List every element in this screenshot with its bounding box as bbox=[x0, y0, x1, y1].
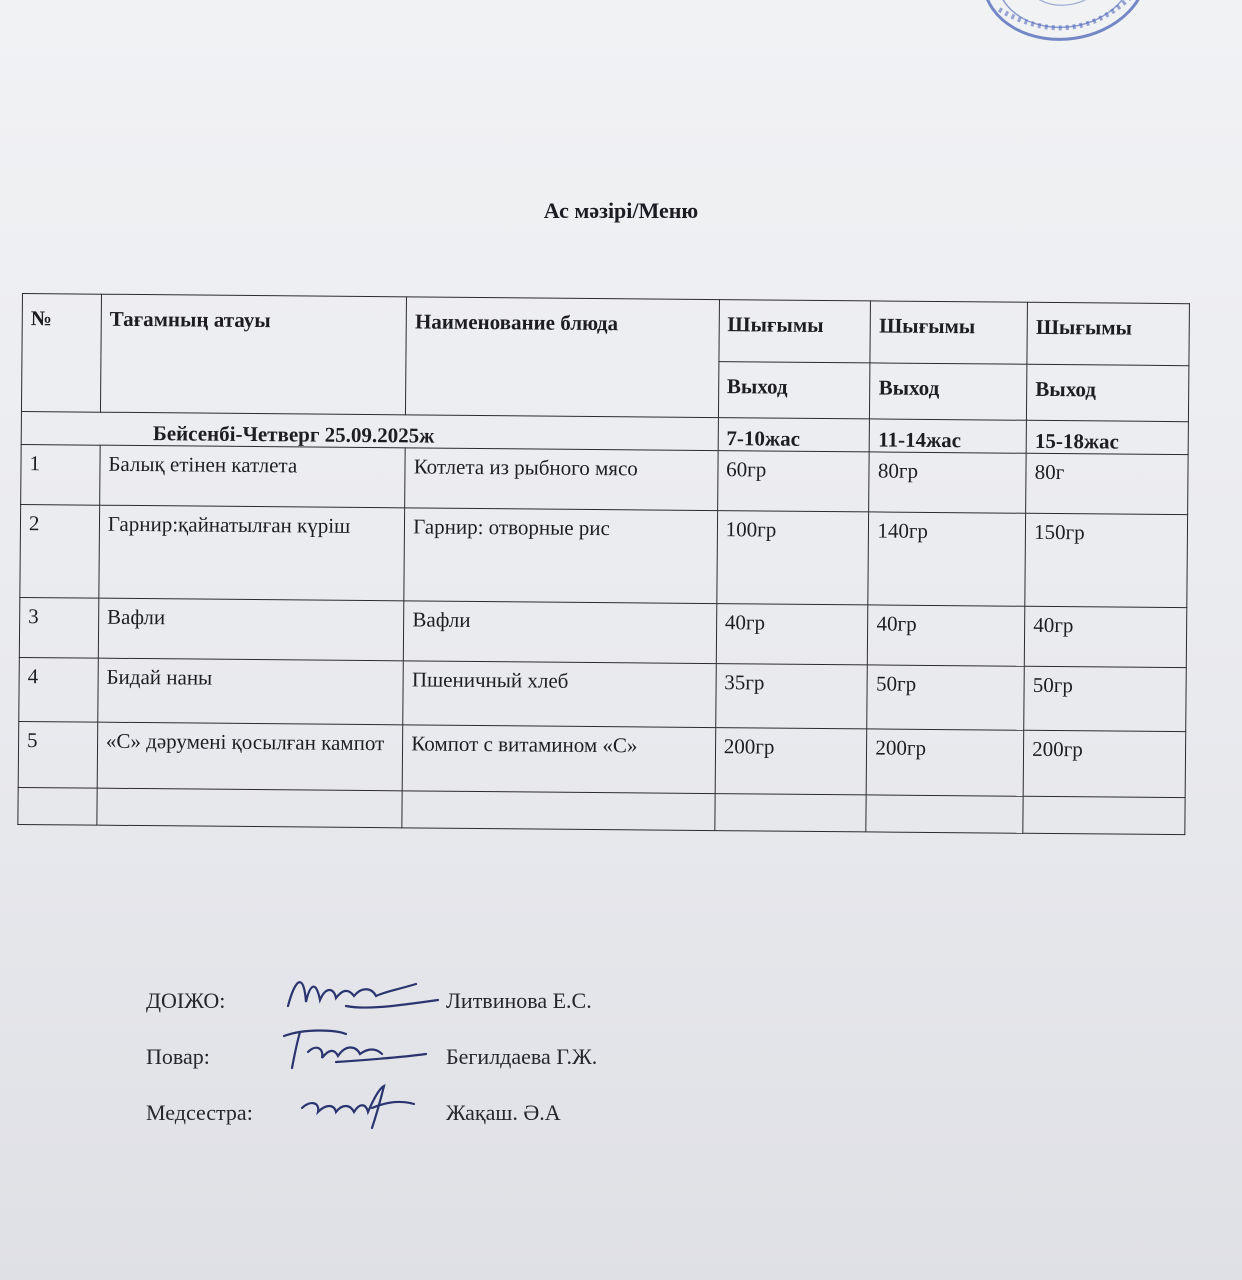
header-yield-kz: Шығымы bbox=[1027, 302, 1189, 365]
handwritten-signature bbox=[276, 966, 446, 1022]
yield-7-10: 60гр bbox=[717, 451, 869, 512]
yield-15-18: 150гр bbox=[1025, 513, 1188, 607]
signer-name: Литвинова Е.С. bbox=[446, 988, 592, 1013]
table-row bbox=[21, 445, 1188, 515]
dish-name-ru: Вафли bbox=[404, 601, 717, 664]
signer-role: Повар: bbox=[146, 1044, 210, 1069]
header-dish-name-kz: Тағамның атауы bbox=[100, 294, 406, 415]
stamp-seal bbox=[975, 0, 1155, 45]
yield-7-10: 200гр bbox=[715, 727, 867, 794]
header-number: № bbox=[21, 294, 101, 413]
dish-name-kz: Балық етінен катлета bbox=[100, 445, 406, 508]
yield-11-14: 40гр bbox=[868, 605, 1025, 666]
yield-11-14: 50гр bbox=[867, 665, 1024, 730]
signature-block bbox=[146, 980, 846, 1148]
yield-11-14: 140гр bbox=[868, 512, 1026, 606]
signer-name: Бегилдаева Г.Ж. bbox=[446, 1044, 598, 1069]
dish-name-kz: Вафли bbox=[98, 598, 404, 661]
header-yield-kz: Шығымы bbox=[870, 301, 1027, 364]
yield-11-14: 80гр bbox=[869, 452, 1026, 513]
header-yield-ru: Выход bbox=[718, 362, 870, 419]
yield-15-18: 80г bbox=[1026, 453, 1188, 514]
dish-name-ru: Компот с витамином «С» bbox=[402, 725, 715, 794]
menu-table bbox=[17, 293, 1190, 835]
empty-cell bbox=[97, 788, 403, 828]
yield-7-10: 100гр bbox=[717, 510, 869, 604]
day-label: Бейсенбі-Четверг 25.09.2025ж bbox=[21, 411, 718, 450]
empty-cell bbox=[402, 791, 715, 831]
age-group: 7-10жас bbox=[718, 418, 870, 452]
handwritten-signature bbox=[276, 1078, 446, 1134]
yield-15-18: 40гр bbox=[1024, 606, 1186, 667]
page-title: Ас мәзірі/Меню bbox=[543, 198, 699, 223]
dish-name-ru: Пшеничный хлеб bbox=[403, 661, 716, 728]
header-yield-ru: Выход bbox=[870, 363, 1027, 420]
header-yield-ru: Выход bbox=[1027, 364, 1189, 421]
signature-row bbox=[146, 980, 846, 1036]
signer-role: ДОІЖО: bbox=[146, 988, 226, 1013]
age-group: 15-18жас bbox=[1026, 420, 1188, 454]
yield-7-10: 35гр bbox=[715, 663, 867, 728]
age-group: 11-14жас bbox=[870, 419, 1027, 453]
header-dish-name-ru: Наименование блюда bbox=[406, 297, 719, 418]
row-number: 1 bbox=[21, 445, 100, 506]
signer-name: Жақаш. Ә.А bbox=[446, 1100, 561, 1125]
table-row bbox=[18, 721, 1186, 797]
signer-role: Медсестра: bbox=[146, 1100, 253, 1125]
row-number: 5 bbox=[18, 721, 97, 788]
yield-15-18: 50гр bbox=[1024, 666, 1186, 731]
signature-row bbox=[146, 1036, 846, 1092]
dish-name-kz: Бидай наны bbox=[98, 658, 404, 725]
empty-cell bbox=[715, 793, 867, 832]
handwritten-signature bbox=[276, 1022, 446, 1078]
row-number: 4 bbox=[19, 657, 98, 722]
dish-name-ru: Котлета из рыбного мясо bbox=[405, 448, 718, 511]
row-number: 2 bbox=[20, 504, 100, 598]
yield-15-18: 200гр bbox=[1023, 730, 1185, 797]
table-row bbox=[19, 657, 1187, 731]
row-number: 3 bbox=[19, 597, 98, 658]
empty-cell bbox=[1023, 796, 1185, 835]
yield-11-14: 200гр bbox=[867, 729, 1024, 796]
empty-cell bbox=[18, 787, 97, 825]
table-row bbox=[20, 504, 1188, 607]
dish-name-kz: Гарнир:қайнатылған күріш bbox=[99, 505, 405, 601]
header-yield-kz: Шығымы bbox=[719, 300, 871, 363]
table-row bbox=[19, 597, 1186, 667]
dish-name-kz: «С» дәрумені қосылған кампот bbox=[97, 722, 403, 791]
yield-7-10: 40гр bbox=[716, 603, 868, 664]
signature-row bbox=[146, 1092, 846, 1148]
empty-cell bbox=[866, 795, 1023, 834]
dish-name-ru: Гарнир: отворные рис bbox=[404, 508, 717, 604]
